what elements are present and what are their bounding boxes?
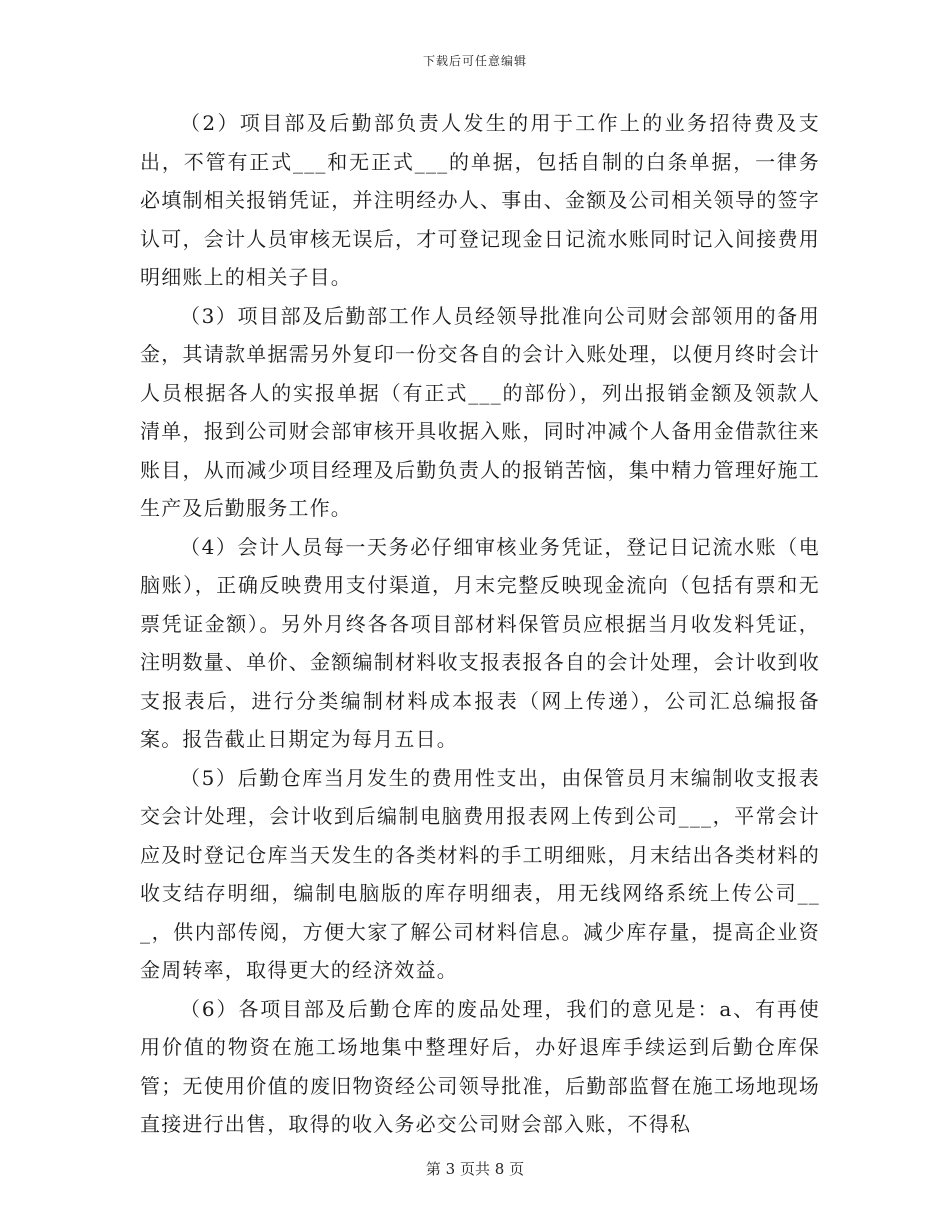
page-header: 下载后可任意编辑 xyxy=(422,54,527,68)
paragraph-item-2: （2）项目部及后勤部负责人发生的用于工作上的业务招待费及支出，不管有正式___和无正式___的单据，包括自制的白条单据，一律务必填制相关报销凭证，并注明经办人、事由、金额及公司相关领导的签字认可，会计人员审核无误后，才可登记现金日记流水账同时记入间接费用明细账上的相关子目。 xyxy=(140,111,820,289)
paragraph-item-5: （5）后勤仓库当月发生的费用性支出，由保管员月末编制收支报表交会计处理，会计收到后编制电脑费用报表网上传到公司___，平常会计应及时登记仓库当天发生的各类材料的手工明细账，月末结出各类材料的收支结存明细，编制电脑版的库存明细表，用无线网络系统上传公司___，供内部传阅，方便大家了解公司材料信息。减少库存量，提高企业资金周转率，取得更大的经济效益。 xyxy=(140,765,820,982)
page-number-footer: 第 3 页共 8 页 xyxy=(425,1160,525,1178)
paragraph-item-4: （4）会计人员每一天务必仔细审核业务凭证，登记日记流水账（电脑账），正确反映费用支付渠道，月末完整反映现金流向（包括有票和无票凭证金额）。另外月终各各项目部材料保管员应根据当月收发料凭证，注明数量、单价、金额编制材料收支报表报各自的会计处理，会计收到收支报表后，进行分类编制材料成本报表（网上传递），公司汇总编报备案。报告截止日期定为每月五日。 xyxy=(140,534,820,751)
paragraph-item-6: （6）各项目部及后勤仓库的废品处理，我们的意见是：a、有再使用价值的物资在施工场地集中整理好后，办好退库手续运到后勤仓库保管；无使用价值的废旧物资经公司领导批准，后勤部监督在施工场地现场直接进行出售，取得的收入务必交公司财会部入账，不得私 xyxy=(140,996,820,1136)
document-body xyxy=(140,104,820,1144)
paragraph-item-3: （3）项目部及后勤部工作人员经领导批准向公司财会部领用的备用金，其请款单据需另外复印一份交各自的会计入账处理，以便月终时会计人员根据各人的实报单据（有正式___的部份），列出报销金额及领款人清单，报到公司财会部审核开具收据入账，同时冲减个人备用金借款往来账目，从而减少项目经理及后勤负责人的报销苦恼，集中精力管理好施工生产及后勤服务工作。 xyxy=(140,303,820,520)
